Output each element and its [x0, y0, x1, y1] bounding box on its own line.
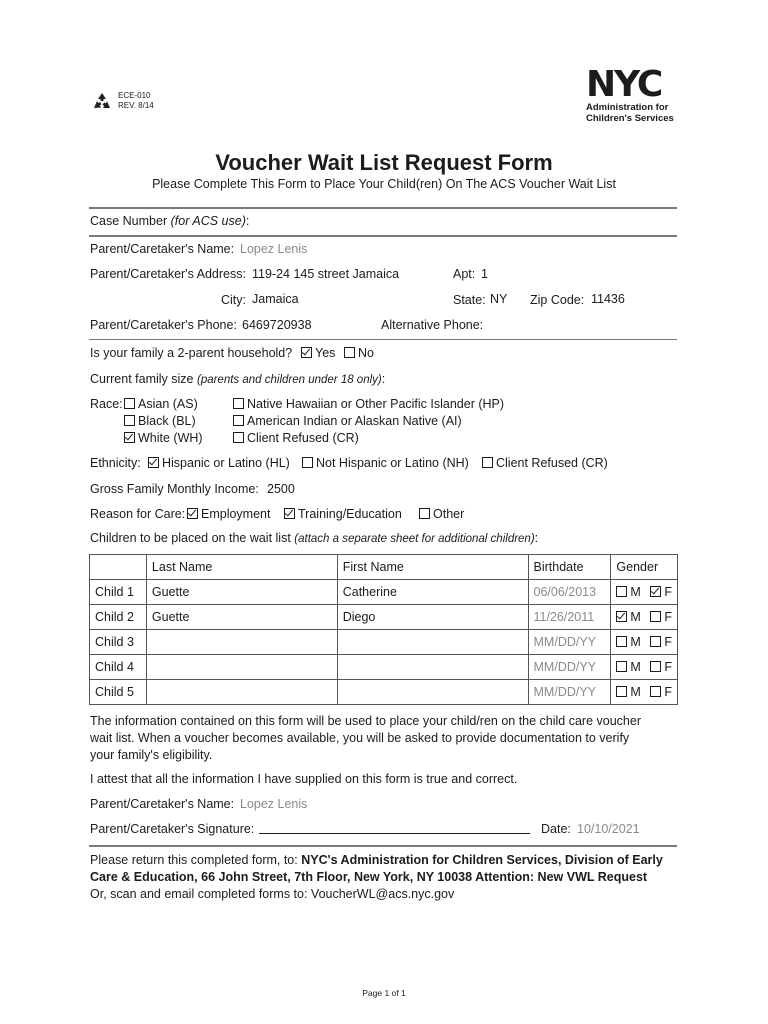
gender-f-checkbox[interactable] [650, 611, 661, 622]
household-yes-checkbox[interactable] [301, 347, 312, 358]
race-option-refused[interactable]: Client Refused (CR) [233, 431, 359, 445]
ethnicity-label: Ethnicity: [90, 456, 141, 470]
apt-label: Apt: [453, 267, 476, 281]
child-label: Child 3 [90, 630, 147, 655]
table-header: Last Name [146, 555, 337, 580]
gender-m-checkbox[interactable] [616, 636, 627, 647]
parent-phone-label: Parent/Caretaker's Phone: [90, 318, 237, 332]
birthdate-cell[interactable]: MM/DD/YY [528, 630, 611, 655]
ethnicity-not-hispanic-checkbox[interactable] [302, 457, 313, 468]
nyc-logo [586, 64, 681, 124]
signature-line[interactable] [259, 833, 530, 834]
first-name-cell[interactable] [337, 680, 528, 705]
table-row [90, 580, 678, 605]
city-label: City: [221, 293, 246, 307]
ethnicity-option-not-hispanic[interactable]: Not Hispanic or Latino (NH) [302, 456, 469, 470]
return-line-3: Or, scan and email completed forms to: VoucherWL@acs.nyc.gov [90, 887, 455, 901]
gender-cell: M F [611, 680, 678, 705]
household-no-checkbox[interactable] [344, 347, 355, 358]
race-label: Race: [90, 397, 123, 411]
city-field[interactable]: Jamaica [252, 292, 299, 306]
case-number-label: Case Number (for ACS use): [90, 214, 250, 228]
info-paragraph [90, 713, 641, 764]
race-asian-checkbox[interactable] [124, 398, 135, 409]
divider-bottom [89, 845, 677, 847]
race-american-indian-checkbox[interactable] [233, 415, 244, 426]
table-row [90, 605, 678, 630]
birthdate-cell[interactable]: 11/26/2011 [528, 605, 611, 630]
table-header-row [90, 555, 678, 580]
divider-top [89, 207, 677, 209]
race-option-hawaiian[interactable]: Native Hawaiian or Other Pacific Islander (HP) [233, 397, 504, 411]
date-label: Date: [541, 822, 571, 836]
reason-training-checkbox[interactable] [284, 508, 295, 519]
reason-option-employment[interactable]: Employment [187, 507, 270, 521]
apt-field[interactable]: 1 [481, 267, 488, 281]
first-name-cell[interactable]: Diego [337, 605, 528, 630]
child-label: Child 1 [90, 580, 147, 605]
gender-cell: M F [611, 580, 678, 605]
nyc-logo-text: NYC [586, 64, 662, 105]
signature-label: Parent/Caretaker's Signature: [90, 822, 255, 836]
reason-option-training[interactable]: Training/Education [284, 507, 402, 521]
gender-cell: M F [611, 630, 678, 655]
race-option-black[interactable]: Black (BL) [124, 414, 196, 428]
table-row [90, 655, 678, 680]
race-black-checkbox[interactable] [124, 415, 135, 426]
alt-phone-label: Alternative Phone: [381, 318, 484, 332]
recycle-icon [91, 91, 113, 113]
income-label: Gross Family Monthly Income: [90, 482, 259, 496]
page-number: Page 1 of 1 [362, 988, 406, 998]
info-line: wait list. When a voucher becomes available, you will be asked to provide documentation to verify [90, 731, 630, 745]
divider-case [89, 235, 677, 237]
birthdate-cell[interactable]: 06/06/2013 [528, 580, 611, 605]
attest-statement: I attest that all the information I have supplied on this form is true and correct. [90, 772, 518, 786]
table-header: Gender [611, 555, 678, 580]
info-line: your family's eligibility. [90, 748, 213, 762]
family-size-label: Current family size (parents and children under 18 only): [90, 372, 386, 386]
table-header: Birthdate [528, 555, 611, 580]
return-info [90, 852, 663, 903]
children-intro: Children to be placed on the wait list (attach a separate sheet for additional children): [90, 531, 539, 545]
gender-f-checkbox[interactable] [650, 686, 661, 697]
signature-name-label: Parent/Caretaker's Name: [90, 797, 235, 811]
gender-m-checkbox[interactable] [616, 611, 627, 622]
first-name-cell[interactable] [337, 655, 528, 680]
return-line-1: Please return this completed form, to: NYC's Administration for Children Services, Division of Early [90, 853, 663, 867]
household-yes-option[interactable]: Yes [301, 346, 335, 360]
household-no-option[interactable]: No [344, 346, 374, 360]
table-row [90, 630, 678, 655]
race-hawaiian-checkbox[interactable] [233, 398, 244, 409]
parent-address-label: Parent/Caretaker's Address: [90, 267, 246, 281]
last-name-cell[interactable] [146, 655, 337, 680]
state-label: State: [453, 293, 486, 307]
gender-f-checkbox[interactable] [650, 586, 661, 597]
race-option-white[interactable]: White (WH) [124, 431, 203, 445]
birthdate-cell[interactable]: MM/DD/YY [528, 680, 611, 705]
reason-employment-checkbox[interactable] [187, 508, 198, 519]
gender-m-checkbox[interactable] [616, 586, 627, 597]
parent-name-label: Parent/Caretaker's Name: [90, 242, 235, 256]
gender-cell: M F [611, 605, 678, 630]
race-option-asian[interactable]: Asian (AS) [124, 397, 198, 411]
first-name-cell[interactable]: Catherine [337, 580, 528, 605]
last-name-cell[interactable]: Guette [146, 605, 337, 630]
form-code: ECE-010 [118, 91, 151, 100]
ethnicity-option-refused[interactable]: Client Refused (CR) [482, 456, 608, 470]
table-header: First Name [337, 555, 528, 580]
children-table [89, 554, 678, 705]
reason-label: Reason for Care: [90, 507, 186, 521]
divider-parent [89, 339, 677, 340]
parent-address-field[interactable]: 119-24 145 street Jamaica [252, 267, 400, 281]
signature-name-field[interactable]: Lopez Lenis [240, 797, 308, 811]
race-refused-checkbox[interactable] [233, 432, 244, 443]
child-label: Child 5 [90, 680, 147, 705]
gender-cell: M F [611, 655, 678, 680]
birthdate-cell[interactable]: MM/DD/YY [528, 655, 611, 680]
reason-other-checkbox[interactable] [419, 508, 430, 519]
zip-label: Zip Code: [530, 293, 585, 307]
parent-name-field[interactable]: Lopez Lenis [240, 242, 308, 256]
agency-line-2: Children's Services [586, 113, 674, 124]
race-option-american-indian[interactable]: American Indian or Alaskan Native (AI) [233, 414, 462, 428]
page-title: Voucher Wait List Request Form [215, 150, 553, 175]
table-row [90, 680, 678, 705]
date-field[interactable]: 10/10/2021 [577, 822, 640, 836]
child-label: Child 2 [90, 605, 147, 630]
first-name-cell[interactable] [337, 630, 528, 655]
return-line-2: Care & Education, 66 John Street, 7th Floor, New York, NY 10038 Attention: New VWL Request [90, 870, 648, 884]
zip-field[interactable]: 11436 [591, 292, 625, 306]
gender-m-checkbox[interactable] [616, 686, 627, 697]
page-subtitle: Please Complete This Form to Place Your Child(ren) On The ACS Voucher Wait List [152, 177, 616, 191]
ethnicity-hispanic-checkbox[interactable] [148, 457, 159, 468]
gender-f-checkbox[interactable] [650, 636, 661, 647]
last-name-cell[interactable] [146, 630, 337, 655]
gender-m-checkbox[interactable] [616, 661, 627, 672]
table-header [90, 555, 147, 580]
parent-phone-field[interactable]: 6469720938 [242, 318, 312, 332]
income-field[interactable]: 2500 [267, 482, 295, 496]
agency-line-1: Administration for [586, 102, 669, 113]
ethnicity-refused-checkbox[interactable] [482, 457, 493, 468]
last-name-cell[interactable] [146, 680, 337, 705]
state-field[interactable]: NY [490, 292, 508, 306]
info-line: The information contained on this form will be used to place your child/ren on the child care voucher [90, 714, 641, 728]
race-white-checkbox[interactable] [124, 432, 135, 443]
household-question: Is your family a 2-parent household? [90, 346, 293, 360]
last-name-cell[interactable]: Guette [146, 580, 337, 605]
reason-option-other[interactable]: Other [419, 507, 464, 521]
child-label: Child 4 [90, 655, 147, 680]
gender-f-checkbox[interactable] [650, 661, 661, 672]
ethnicity-option-hispanic[interactable]: Hispanic or Latino (HL) [148, 456, 290, 470]
form-revision: REV. 8/14 [118, 101, 154, 110]
